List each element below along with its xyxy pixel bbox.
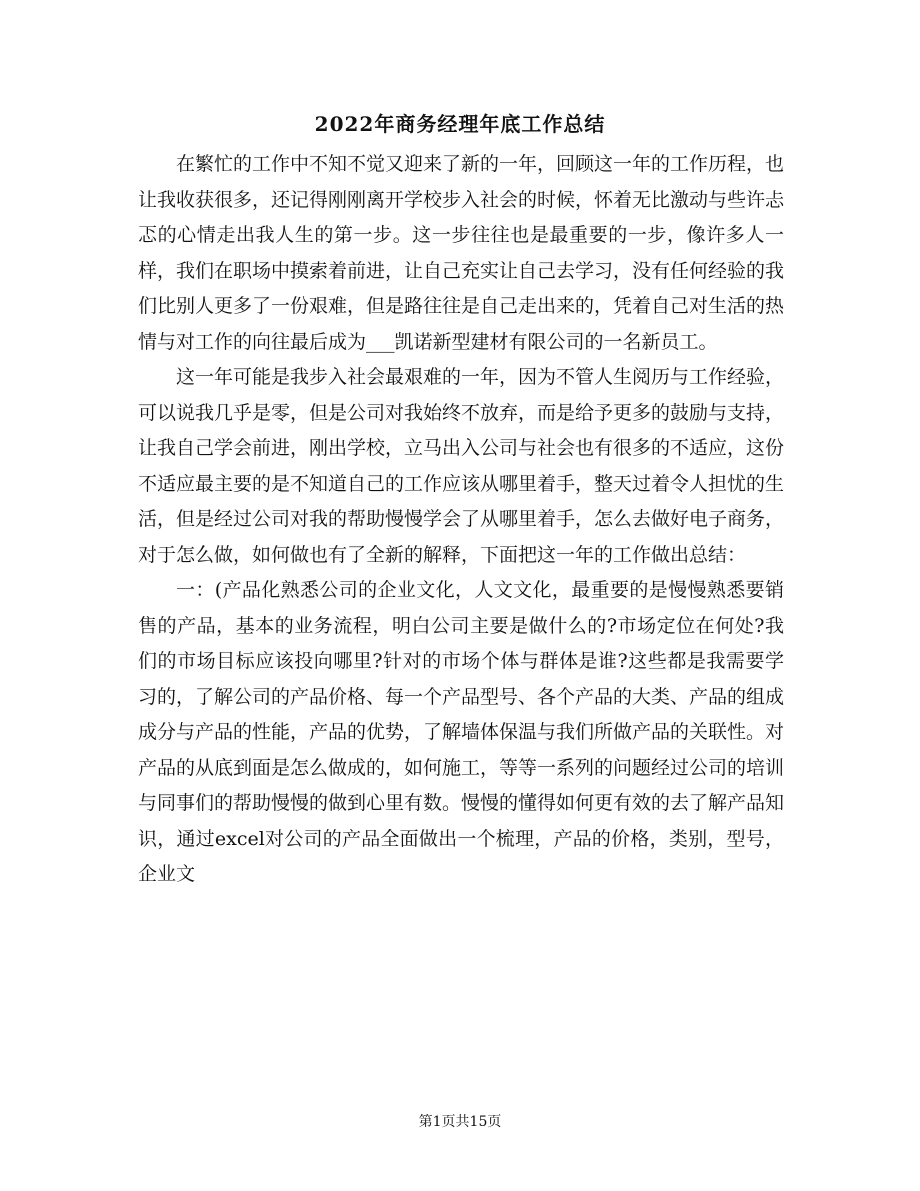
paragraph-3: 一：(产品化熟悉公司的企业文化，人文文化，最重要的是慢慢熟悉要销售的产品，基本的业务流程，明白公司主要是做什么的?市场定位在何处?我们的市场目标应该投向哪里?针对的市场个体与群体是谁?这些都是我需要学习的，了解公司的产品价格、每一个产品型号、各个产品的大类、产品的组成成分与产品的性能，产品的优势，了解墙体保温与我们所做产品的关联性。对产品的从底到面是怎么做成的，如何施工，等等一系列的问题经过公司的培训与同事们的帮助慢慢的做到心里有数。慢慢的懂得如何更有效的去了解产品知识，通过excel对公司的产品全面做出一个梳理，产品的价格，类别，型号，企业文 (138, 579, 785, 885)
paragraph-1: 在繁忙的工作中不知不觉又迎来了新的一年，回顾这一年的工作历程，也让我收获很多，还记得刚刚离开学校步入社会的时候，怀着无比激动与些许忐忑的心情走出我人生的第一步。这一步往往也是最重要的一步，像许多人一样，我们在职场中摸索着前进，让自己充实让自己去学习，没有任何经验的我们比别人更多了一份艰难，但是路往往是自己走出来的，凭着自己对生活的热情与对工作的向往最后成为___凯诺新型建材有限公司的一名新员工。 (138, 153, 785, 353)
page-number-footer: 第1页共15页 (418, 1114, 502, 1130)
paragraph-2: 这一年可能是我步入社会最艰难的一年，因为不管人生阅历与工作经验，可以说我几乎是零，但是公司对我始终不放弃，而是给予更多的鼓励与支持，让我自己学会前进，刚出学校，立马出入公司与社会也有很多的不适应，这份不适应最主要的是不知道自己的工作应该从哪里着手，整天过着令人担忧的生活，但是经过公司对我的帮助慢慢学会了从哪里着手，怎么去做好电子商务，对于怎么做，如何做也有了全新的解释，下面把这一年的工作做出总结： (138, 366, 785, 566)
document-title: 2022年商务经理年底工作总结 (314, 112, 606, 136)
document-body (138, 147, 784, 893)
